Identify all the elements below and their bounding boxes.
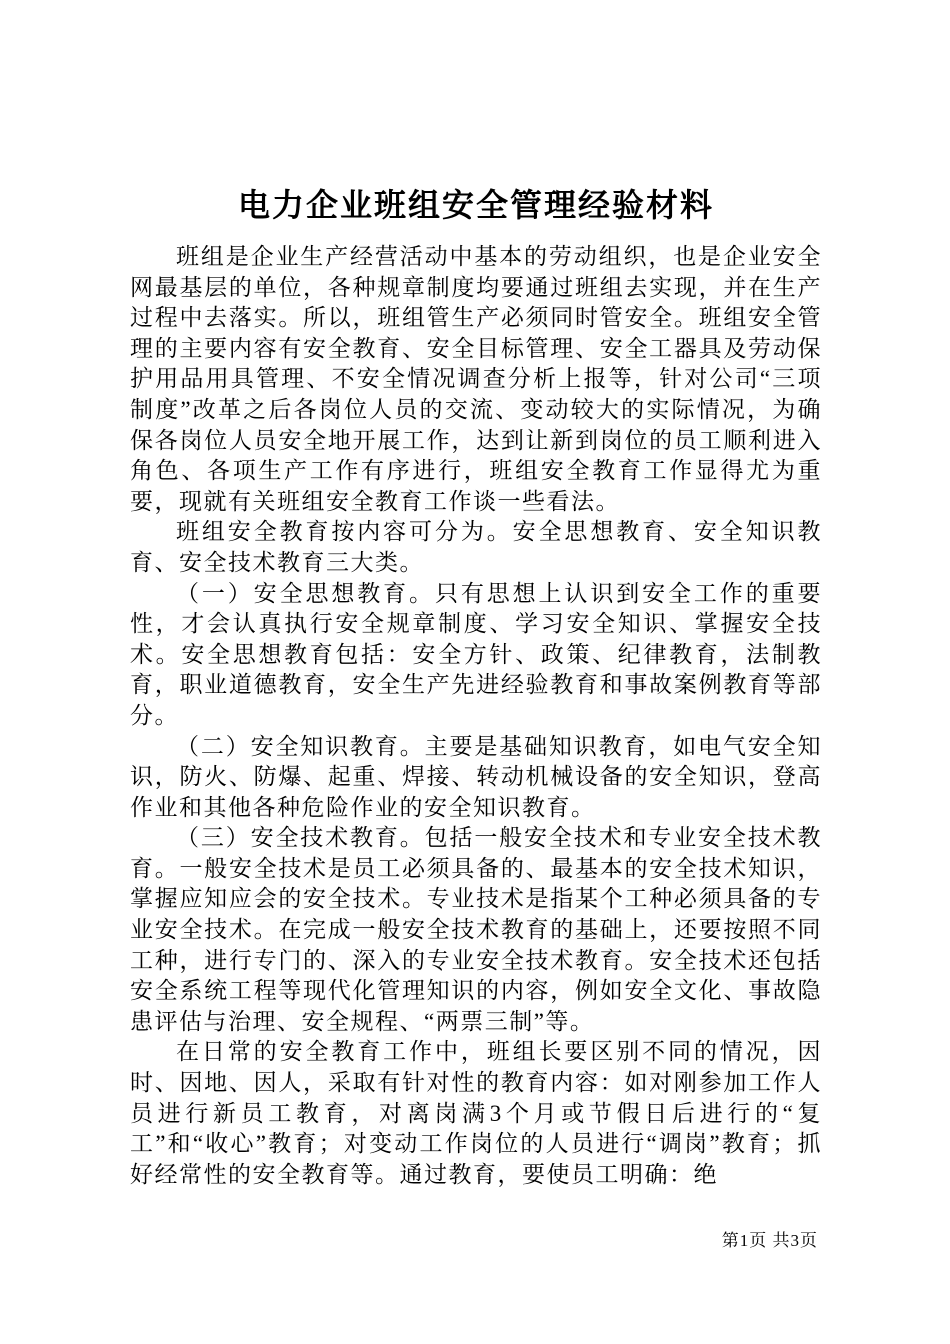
paragraph: 班组是企业生产经营活动中基本的劳动组织，也是企业安全网最基层的单位，各种规章制度均要通过班组去实现，并在生产过程中去落实。所以，班组管生产必须同时管安全。班组安全管理的主要内容有安全教育、安全目标管理、安全工器具及劳动保护用品用具管理、不安全情况调查分析上报等，针对公司“三项制度”改革之后各岗位人员的交流、变动较大的实际情况，为确保各岗位人员安全地开展工作，达到让新到岗位的员工顺利进入角色、各项生产工作有序进行，班组安全教育工作显得尤为重要，现就有关班组安全教育工作谈一些看法。 xyxy=(130,244,822,514)
paragraph: （二）安全知识教育。主要是基础知识教育，如电气安全知识，防火、防爆、起重、焊接、转动机械设备的安全知识，登高作业和其他各种危险作业的安全知识教育。 xyxy=(130,733,822,820)
paragraph: 班组安全教育按内容可分为。安全思想教育、安全知识教育、安全技术教育三大类。 xyxy=(130,519,822,575)
document-content xyxy=(130,182,822,1190)
page-number-footer: 第1页 共3页 xyxy=(721,1231,818,1250)
paragraph: （三）安全技术教育。包括一般安全技术和专业安全技术教育。一般安全技术是员工必须具备的、最基本的安全技术知识，掌握应知应会的安全技术。专业技术是指某个工种必须具备的专业安全技术。在完成一般安全技术教育的基础上，还要按照不同工种，进行专门的、深入的专业安全技术教育。安全技术还包括安全系统工程等现代化管理知识的内容，例如安全文化、事故隐患评估与治理、安全规程、“两票三制”等。 xyxy=(130,825,822,1034)
document-title: 电力企业班组安全管理经验材料 xyxy=(237,187,714,223)
paragraph: （一）安全思想教育。只有思想上认识到安全工作的重要性，才会认真执行安全规章制度、学习安全知识、掌握安全技术。安全思想教育包括：安全方针、政策、纪律教育，法制教育，职业道德教育，安全生产先进经验教育和事故案例教育等部分。 xyxy=(130,580,822,728)
paragraph: 在日常的安全教育工作中，班组长要区别不同的情况，因时、因地、因人，采取有针对性的教育内容：如对刚参加工作人员进行新员工教育，对离岗满3个月或节假日后进行的“复工”和“收心”教育；对变动工作岗位的人员进行“调岗”教育；抓好经常性的安全教育等。通过教育，要使员工明确：绝 xyxy=(130,1039,822,1187)
document-body xyxy=(130,242,822,1190)
